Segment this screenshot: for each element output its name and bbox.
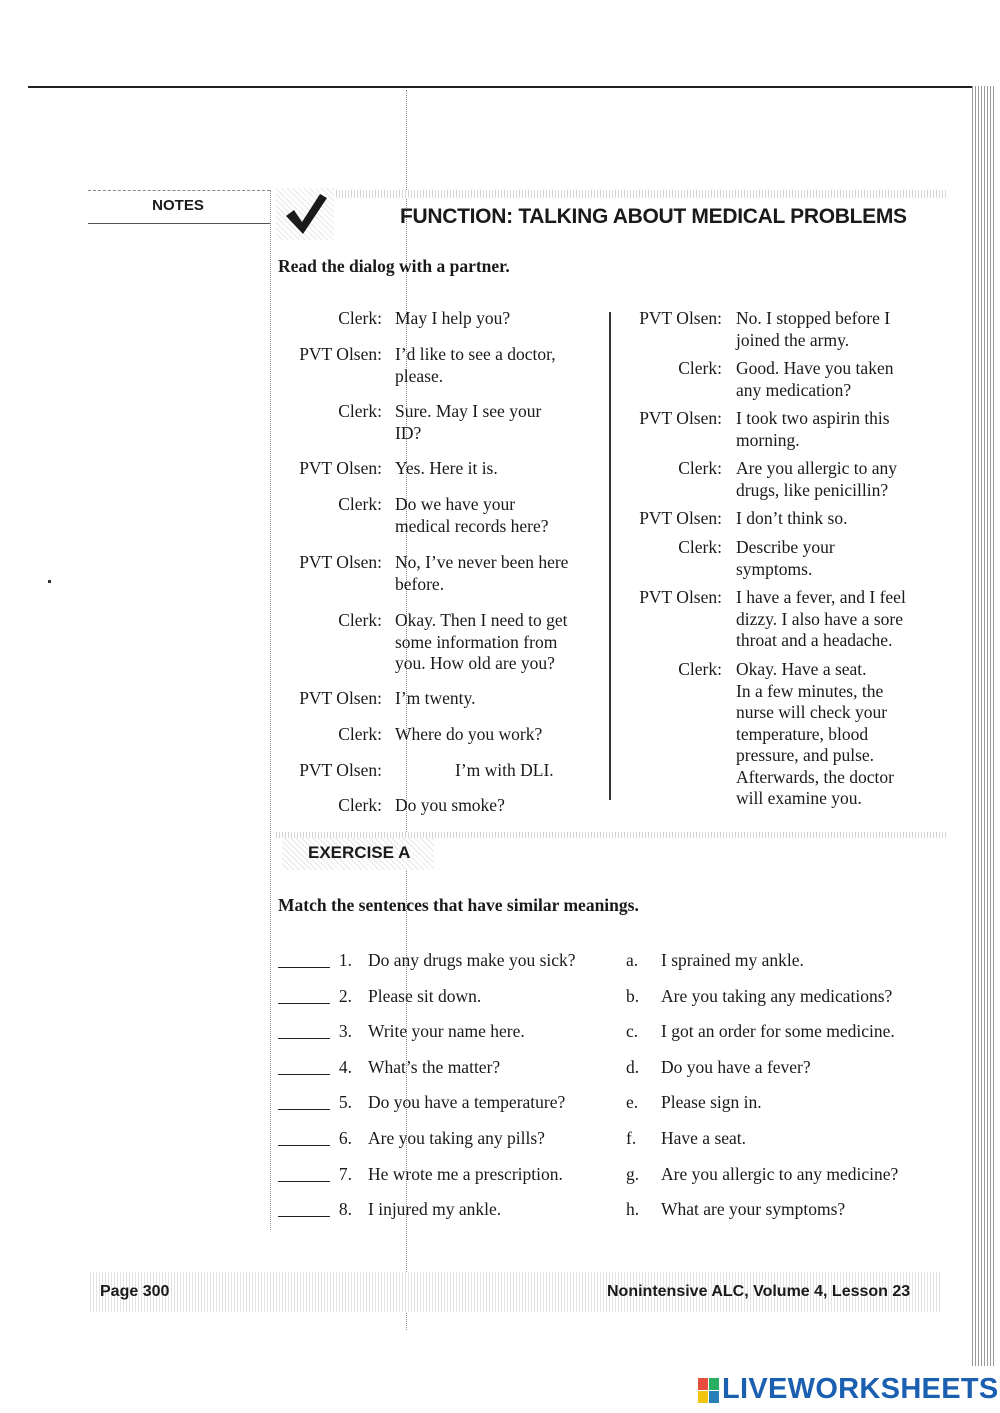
dialog-line-text: Do you smoke?: [395, 795, 505, 815]
option-sentence: I sprained my ankle.: [661, 950, 804, 970]
dialog-line-text: any medication?: [736, 379, 852, 400]
item-sentence: Write your name here.: [368, 1021, 525, 1041]
option-sentence: Have a seat.: [661, 1128, 747, 1148]
dialog-line: [736, 587, 946, 652]
dialog-line: [395, 688, 600, 710]
scanned-edge: [972, 86, 994, 1366]
dialog-speaker: Clerk:: [678, 537, 722, 557]
item-sentence: Are you taking any pills?: [368, 1128, 545, 1148]
dialog-line-text: temperature, blood: [736, 723, 869, 744]
item-sentence: What’s the matter?: [368, 1057, 501, 1077]
dialog-line-text: May I help you?: [395, 308, 511, 328]
dialog-line-text: symptoms.: [736, 558, 813, 579]
dialog-line-text: please.: [395, 365, 444, 386]
dialog-speaker: PVT Olsen:: [299, 688, 382, 708]
answer-blank[interactable]: [278, 1145, 330, 1146]
item-number: 4.: [338, 1057, 352, 1077]
item-sentence: Do you have a temperature?: [368, 1092, 566, 1112]
dialog-line: [455, 760, 660, 782]
answer-blank[interactable]: [278, 1181, 330, 1182]
brand-name: LIVEWORKSHEETS: [722, 1373, 999, 1405]
option-letter: c.: [626, 1021, 639, 1041]
answer-blank[interactable]: [278, 1003, 330, 1004]
answer-blank[interactable]: [278, 1216, 330, 1217]
dialog-speaker: Clerk:: [678, 458, 722, 478]
dialog-line-text: joined the army.: [736, 329, 850, 350]
dialog-speaker: Clerk:: [338, 610, 382, 630]
dialog-line-text: some information from: [395, 631, 558, 652]
dialog-instruction: Read the dialog with a partner.: [278, 256, 510, 276]
item-sentence: Please sit down.: [368, 986, 482, 1006]
dialog-line-text: drugs, like penicillin?: [736, 479, 889, 500]
dialog-line-text: nurse will check your: [736, 702, 888, 722]
dialog-speaker: PVT Olsen:: [299, 458, 382, 478]
dialog-line-text: No, I’ve never been here: [395, 552, 569, 572]
answer-blank[interactable]: [278, 1109, 330, 1110]
function-title: FUNCTION: TALKING ABOUT MEDICAL PROBLEMS: [400, 205, 907, 228]
item-number: 6.: [338, 1128, 352, 1148]
dialog-line-text: Sure. May I see your: [395, 401, 542, 421]
dialog-line: [395, 795, 600, 817]
dialog-line-text: will examine you.: [736, 788, 862, 808]
item-sentence: I injured my ankle.: [368, 1199, 502, 1219]
option-sentence: Are you taking any medications?: [661, 986, 893, 1006]
dialog-line-text: I don’t think so.: [736, 508, 848, 528]
dialog-line: [736, 358, 946, 401]
dialog-line: [736, 537, 946, 580]
option-letter: g.: [626, 1164, 640, 1184]
liveworksheets-logo-icon: [698, 1378, 720, 1409]
dialog-line: [395, 308, 600, 330]
dialog-line-text: Where do you work?: [395, 724, 543, 744]
dialog-line: [395, 724, 600, 746]
item-number: 1.: [338, 950, 352, 970]
dialog-line: [736, 458, 946, 501]
option-letter: d.: [626, 1057, 640, 1077]
dialog-line-text: Good. Have you taken: [736, 358, 894, 378]
dialog-speaker: Clerk:: [338, 494, 382, 514]
dialog-line-text: Do we have your: [395, 494, 516, 514]
item-sentence: He wrote me a prescription.: [368, 1164, 563, 1184]
option-letter: b.: [626, 986, 640, 1006]
option-sentence: Please sign in.: [661, 1092, 762, 1112]
dialog-speaker: Clerk:: [338, 308, 382, 328]
option-letter: e.: [626, 1092, 639, 1112]
dialog-line-text: I’m twenty.: [395, 688, 476, 708]
dialog-line-text: medical records here?: [395, 515, 549, 536]
dialog-line-text: before.: [395, 573, 445, 594]
dialog-line: [395, 401, 600, 444]
exercise-label: EXERCISE A: [308, 843, 411, 862]
dialog-line-text: In a few minutes, the: [736, 680, 884, 701]
dialog-line: [395, 610, 600, 675]
dialog-speaker: PVT Olsen:: [299, 344, 382, 364]
item-number: 7.: [338, 1164, 352, 1184]
option-sentence: What are your symptoms?: [661, 1199, 846, 1219]
dialog-speaker: Clerk:: [338, 724, 382, 744]
dialog-line-text: throat and a headache.: [736, 630, 893, 650]
book-title: Nonintensive ALC, Volume 4, Lesson 23: [607, 1283, 911, 1300]
dialog-line: [736, 408, 946, 451]
page-number: Page 300: [100, 1283, 170, 1300]
dialog-line-text: morning.: [736, 429, 800, 450]
dialog-speaker: Clerk:: [678, 358, 722, 378]
option-sentence: Do you have a fever?: [661, 1057, 811, 1077]
dialog-line: [395, 458, 600, 480]
notes-label: NOTES: [152, 197, 204, 214]
dialog-line: [736, 508, 946, 530]
item-number: 2.: [338, 986, 352, 1006]
answer-blank[interactable]: [278, 967, 330, 968]
dialog-speaker: Clerk:: [338, 401, 382, 421]
match-instruction: Match the sentences that have similar meanings.: [278, 895, 639, 915]
dialog-line-text: Describe your: [736, 537, 835, 557]
dialog-line: [395, 552, 600, 595]
option-letter: f.: [626, 1128, 637, 1148]
dialog-speaker: Clerk:: [338, 795, 382, 815]
dialog-line-text: you. How old are you?: [395, 653, 555, 673]
dialog-line-text: No. I stopped before I: [736, 308, 891, 328]
dialog-line: [395, 494, 600, 537]
dialog-speaker: PVT Olsen:: [639, 308, 722, 328]
dialog-speaker: PVT Olsen:: [299, 552, 382, 572]
top-rule: [28, 86, 973, 88]
dialog-line-text: Are you allergic to any: [736, 458, 898, 478]
dialog-line: [736, 308, 946, 351]
option-letter: a.: [626, 950, 639, 970]
dialog-line-text: pressure, and pulse.: [736, 745, 875, 765]
checkmark-icon: [280, 188, 332, 245]
dialog-line-text: Yes. Here it is.: [395, 458, 498, 478]
option-letter: h.: [626, 1199, 640, 1219]
item-number: 5.: [338, 1092, 352, 1112]
dialog-line-text: dizzy. I also have a sore: [736, 608, 903, 629]
item-number: 3.: [338, 1021, 352, 1041]
dialog-line-text: I took two aspirin this: [736, 408, 890, 428]
dialog-line-text: I’m with DLI.: [455, 760, 554, 780]
dialog-line: [395, 344, 600, 387]
dialog-speaker: PVT Olsen:: [299, 760, 382, 780]
dialog-speaker: PVT Olsen:: [639, 587, 722, 607]
dialog-speaker: PVT Olsen:: [639, 508, 722, 528]
dialog-line-text: Afterwards, the doctor: [736, 766, 894, 787]
dialog-line-text: ID?: [395, 422, 422, 443]
dialog-speaker: PVT Olsen:: [639, 408, 722, 428]
dialog-line-text: Okay. Then I need to get: [395, 610, 568, 630]
dialog-line-text: Okay. Have a seat.: [736, 659, 867, 679]
answer-blank[interactable]: [278, 1074, 330, 1075]
stray-mark: [48, 580, 51, 583]
dialog-line-text: I have a fever, and I feel: [736, 587, 906, 607]
item-sentence: Do any drugs make you sick?: [368, 950, 576, 970]
dialog-line: [736, 659, 946, 810]
header-band: [336, 190, 948, 198]
option-sentence: I got an order for some medicine.: [661, 1021, 895, 1041]
answer-blank[interactable]: [278, 1038, 330, 1039]
dialog-line-text: I’d like to see a doctor,: [395, 344, 556, 364]
dialog-speaker: Clerk:: [678, 659, 722, 679]
option-sentence: Are you allergic to any medicine?: [661, 1164, 899, 1184]
item-number: 8.: [338, 1199, 352, 1219]
